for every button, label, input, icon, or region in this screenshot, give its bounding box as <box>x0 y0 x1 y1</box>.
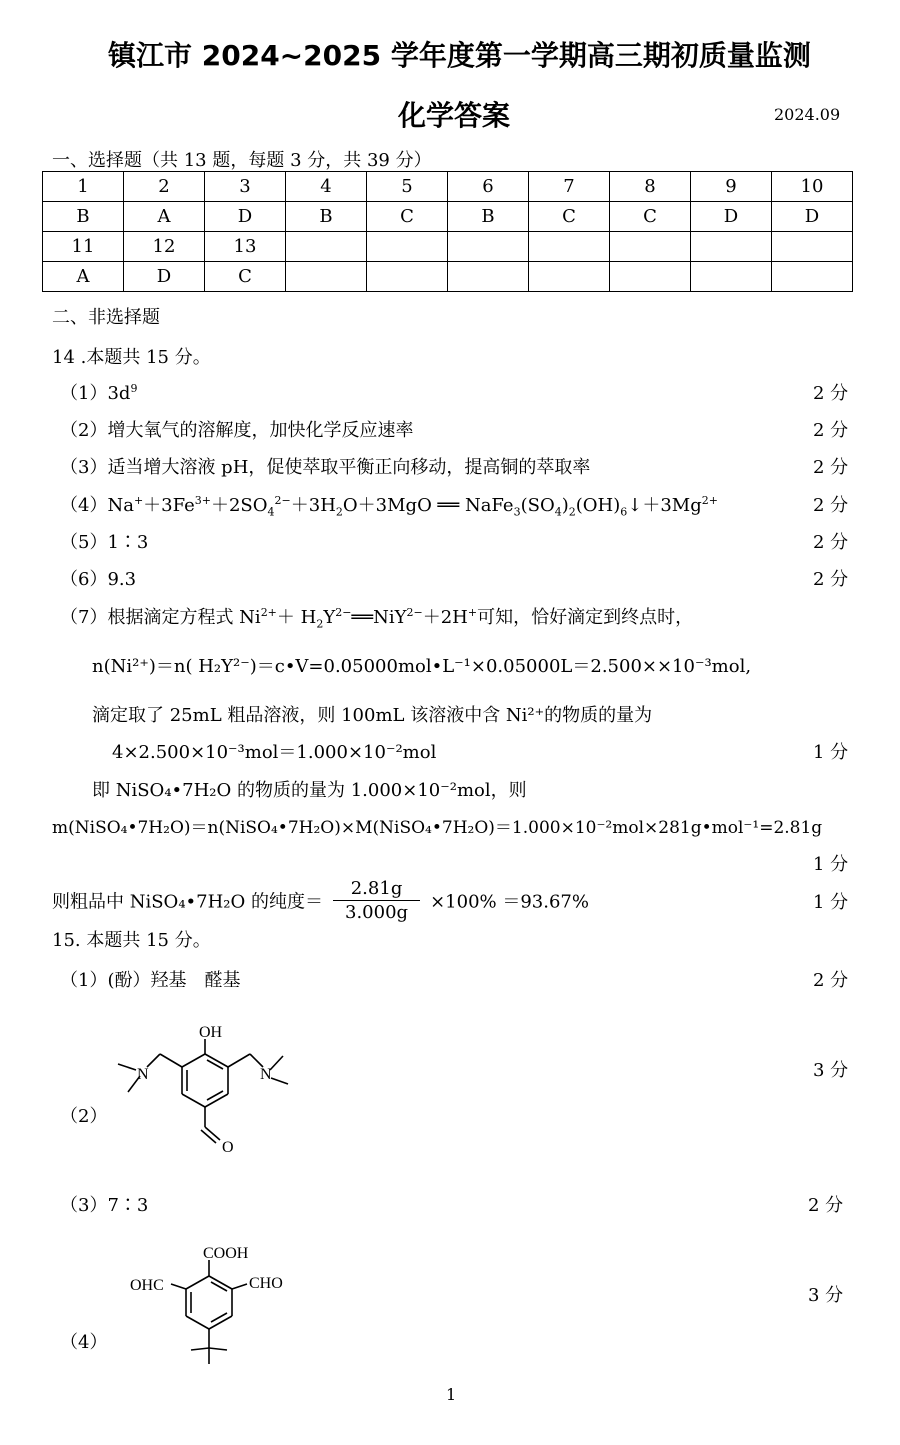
table-cell <box>529 262 610 292</box>
table-cell: 7 <box>529 172 610 202</box>
table-cell <box>367 232 448 262</box>
table-row <box>43 202 853 232</box>
table-cell: 3 <box>205 172 286 202</box>
score: 2 分 <box>808 1195 844 1216</box>
table-cell: D <box>691 202 772 232</box>
q15-answer-2-label: （2） <box>60 1106 108 1127</box>
table-cell: 13 <box>205 232 286 262</box>
struct-label: N <box>137 1066 149 1083</box>
score: 3 分 <box>813 1060 849 1081</box>
table-cell <box>286 262 367 292</box>
q14-title: 14 .本题共 15 分。 <box>52 347 211 368</box>
q15-answer-4-label: （4） <box>60 1332 108 1353</box>
section2-heading: 二、非选择题 <box>52 307 160 328</box>
score: 1 分 <box>813 892 849 913</box>
table-cell: B <box>43 202 124 232</box>
table-cell: 1 <box>43 172 124 202</box>
struct-label: COOH <box>203 1245 249 1262</box>
q14-answer-7-line5: 即 NiSO₄•7H₂O 的物质的量为 1.000×10⁻²mol，则 <box>92 780 527 801</box>
table-cell: D <box>772 202 853 232</box>
table-cell: C <box>205 262 286 292</box>
q15-answer-3: （3）7∶3 <box>60 1195 149 1216</box>
table-cell <box>610 262 691 292</box>
q14-answer-7-line1: （7）根据滴定方程式 $Ni^{2+}+$ $H_2Y^{2-}══NiY^{2-}+2H^+$可知，恰好滴定到终点时， <box>60 606 694 631</box>
score: 2 分 <box>813 569 849 590</box>
table-cell: 5 <box>367 172 448 202</box>
table-cell: C <box>529 202 610 232</box>
section1-heading: 一、选择题（共 13 题，每题 3 分，共 39 分） <box>52 150 432 171</box>
q15-title: 15. 本题共 15 分。 <box>52 930 211 951</box>
table-cell: B <box>286 202 367 232</box>
q14-answer-5: （5）1∶3 <box>60 532 149 553</box>
table-cell: 12 <box>124 232 205 262</box>
table-cell: D <box>124 262 205 292</box>
table-cell: 6 <box>448 172 529 202</box>
q15-answer-1: （1）(酚）羟基 醛基 <box>60 970 241 991</box>
q14-answer-4: $(4)Na^++3Fe^{3+}+2SO_4^{2-}+3H_2O+3MgO$ ══ $NaFe_3(SO_4)_2(OH)_6↓+3Mg^{2+}$ <box>60 494 718 519</box>
table-cell: C <box>367 202 448 232</box>
struct-label: OHC <box>130 1277 164 1294</box>
score: 2 分 <box>813 420 849 441</box>
q14-answer-1: $(1)3d^9$ <box>60 382 138 404</box>
score: 2 分 <box>813 532 849 553</box>
score: 2 分 <box>813 970 849 991</box>
table-cell <box>529 232 610 262</box>
table-cell <box>691 232 772 262</box>
score: 3 分 <box>808 1285 844 1306</box>
q14-answer-2: （2）增大氧气的溶解度，加快化学反应速率 <box>60 420 414 441</box>
score: 2 分 <box>813 495 849 516</box>
table-cell: 9 <box>691 172 772 202</box>
score: 1 分 <box>813 854 849 875</box>
struct-label: CHO <box>249 1275 283 1292</box>
answer-table <box>42 171 853 292</box>
table-row <box>43 232 853 262</box>
table-cell: A <box>124 202 205 232</box>
page-subtitle: 化学答案 <box>398 99 511 132</box>
q14-answer-7-line4: 4×2.500×10⁻³mol＝1.000×10⁻²mol <box>112 742 437 763</box>
table-row <box>43 172 853 202</box>
table-cell: C <box>610 202 691 232</box>
q14-answer-7-line3: 滴定取了 25mL 粗品溶液，则 100mL 该溶液中含 Ni²⁺的物质的量为 <box>92 705 653 726</box>
page-number: 1 <box>446 1385 457 1404</box>
table-cell <box>691 262 772 292</box>
table-cell <box>448 262 529 292</box>
table-cell <box>772 232 853 262</box>
q14-answer-7-line7: 则粗品中 NiSO₄•7H₂O 的纯度＝ $\frac{2.81g}{3.000g}$ ×100% ＝93.67% <box>52 878 589 923</box>
q14-answer-7-line6: m(NiSO₄•7H₂O)＝n(NiSO₄•7H₂O)×M(NiSO₄•7H₂O)＝1.000×10⁻²mol×281g•mol⁻¹=2.81g <box>52 818 823 838</box>
page-title: 镇江市 2024~2025 学年度第一学期高三期初质量监测 <box>108 39 811 72</box>
score: 2 分 <box>813 383 849 404</box>
table-cell: 10 <box>772 172 853 202</box>
struct-label: O <box>222 1139 234 1156</box>
q14-answer-7-line2: n(Ni²⁺)＝n( H₂Y²⁻)＝c•V=0.05000mol•L⁻¹×0.05000L＝2.500××10⁻³mol, <box>92 656 752 677</box>
table-cell: 4 <box>286 172 367 202</box>
table-cell: 2 <box>124 172 205 202</box>
table-cell: A <box>43 262 124 292</box>
table-cell <box>448 232 529 262</box>
table-cell <box>367 262 448 292</box>
structure-q15-2 <box>100 1012 320 1162</box>
q14-answer-6: （6）9.3 <box>60 569 137 590</box>
purity-fraction: $\frac{2.81g}{3.000g}$ <box>333 878 421 923</box>
table-cell: 8 <box>610 172 691 202</box>
struct-label: OH <box>199 1024 223 1041</box>
structure-q15-4 <box>125 1238 305 1368</box>
date: 2024.09 <box>774 105 841 124</box>
table-cell: D <box>205 202 286 232</box>
table-row <box>43 262 853 292</box>
table-cell <box>286 232 367 262</box>
table-cell: B <box>448 202 529 232</box>
table-cell <box>610 232 691 262</box>
score: 2 分 <box>813 457 849 478</box>
struct-label: N <box>260 1066 272 1083</box>
table-cell: 11 <box>43 232 124 262</box>
table-cell <box>772 262 853 292</box>
score: 1 分 <box>813 742 849 763</box>
q14-answer-3: （3）适当增大溶液 pH，促使萃取平衡正向移动，提高铜的萃取率 <box>60 457 591 478</box>
